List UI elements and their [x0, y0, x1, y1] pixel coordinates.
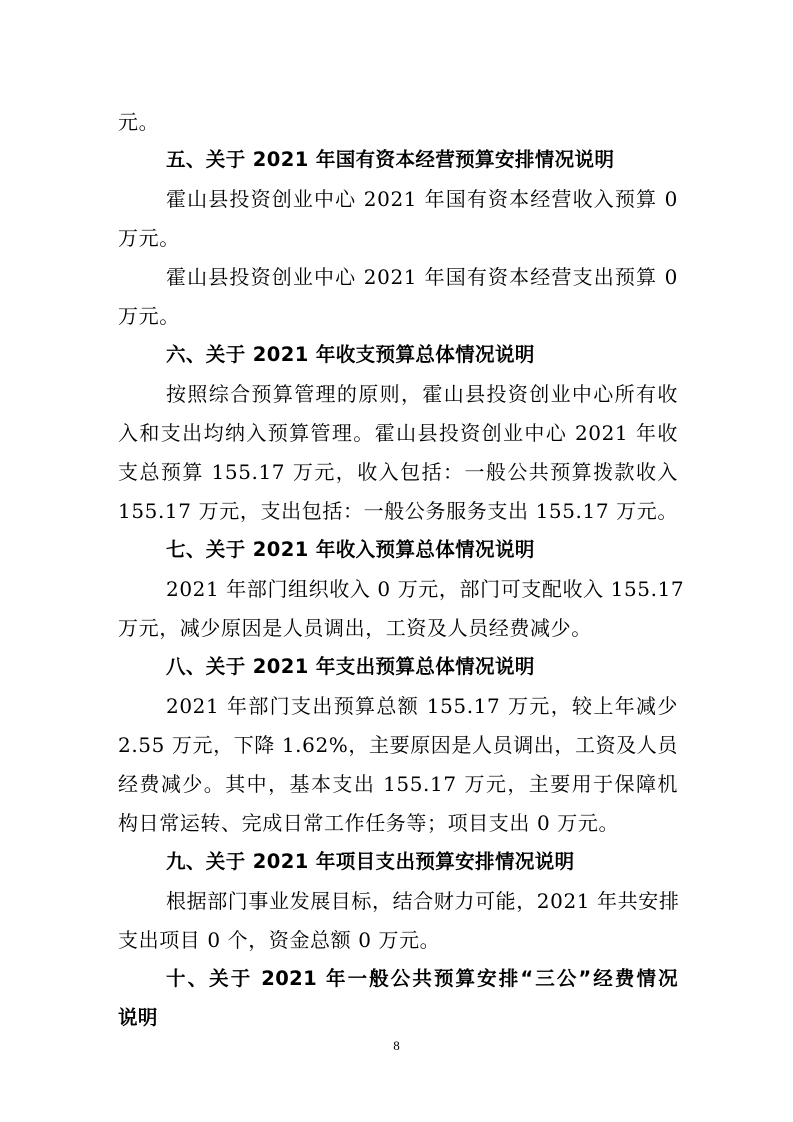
section-heading-10: 十、关于 2021 年一般公共预算安排“三公”经费情况 — [166, 967, 678, 990]
section-heading-6: 六、关于 2021 年收支预算总体情况说明 — [166, 343, 535, 366]
body-text-line: 支出项目 0 个，资金总额 0 万元。 — [118, 928, 441, 952]
body-text-line: 霍山县投资创业中心 2021 年国有资本经营收入预算 0 — [166, 187, 678, 211]
body-text-line: 经费减少。其中，基本支出 155.17 万元，主要用于保障机 — [118, 772, 678, 796]
section-heading-7: 七、关于 2021 年收入预算总体情况说明 — [166, 538, 535, 561]
body-text-line: 2021 年部门支出预算总额 155.17 万元，较上年减少 — [166, 694, 678, 718]
body-text-line: 入和支出均纳入预算管理。霍山县投资创业中心 2021 年收 — [118, 421, 678, 445]
body-text-line: 2.55 万元，下降 1.62%，主要原因是人员调出，工资及人员 — [118, 733, 678, 757]
body-text-line: 按照综合预算管理的原则，霍山县投资创业中心所有收 — [166, 382, 678, 406]
section-heading-8: 八、关于 2021 年支出预算总体情况说明 — [166, 655, 535, 678]
body-text-line: 万元，减少原因是人员调出，工资及人员经费减少。 — [118, 616, 592, 640]
body-text-line: 155.17 万元，支出包括：一般公务服务支出 155.17 万元。 — [118, 499, 678, 523]
section-heading-9: 九、关于 2021 年项目支出预算安排情况说明 — [166, 850, 575, 873]
body-text-line: 万元。 — [118, 304, 180, 328]
body-text-line: 构日常运转、完成日常工作任务等；项目支出 0 万元。 — [118, 811, 620, 835]
body-text-line: 元。 — [118, 110, 160, 134]
section-heading-5: 五、关于 2021 年国有资本经营预算安排情况说明 — [166, 148, 615, 171]
body-text-line: 根据部门事业发展目标，结合财力可能，2021 年共安排 — [166, 889, 680, 913]
page-number: 8 — [393, 1038, 400, 1053]
body-text-line: 万元。 — [118, 226, 180, 250]
section-heading-10-continuation: 说明 — [118, 1006, 158, 1029]
body-text-line: 支总预算 155.17 万元，收入包括：一般公共预算拨款收入 — [118, 460, 678, 484]
body-text-line: 霍山县投资创业中心 2021 年国有资本经营支出预算 0 — [166, 265, 678, 289]
body-text-line: 2021 年部门组织收入 0 万元，部门可支配收入 155.17 — [166, 577, 685, 601]
